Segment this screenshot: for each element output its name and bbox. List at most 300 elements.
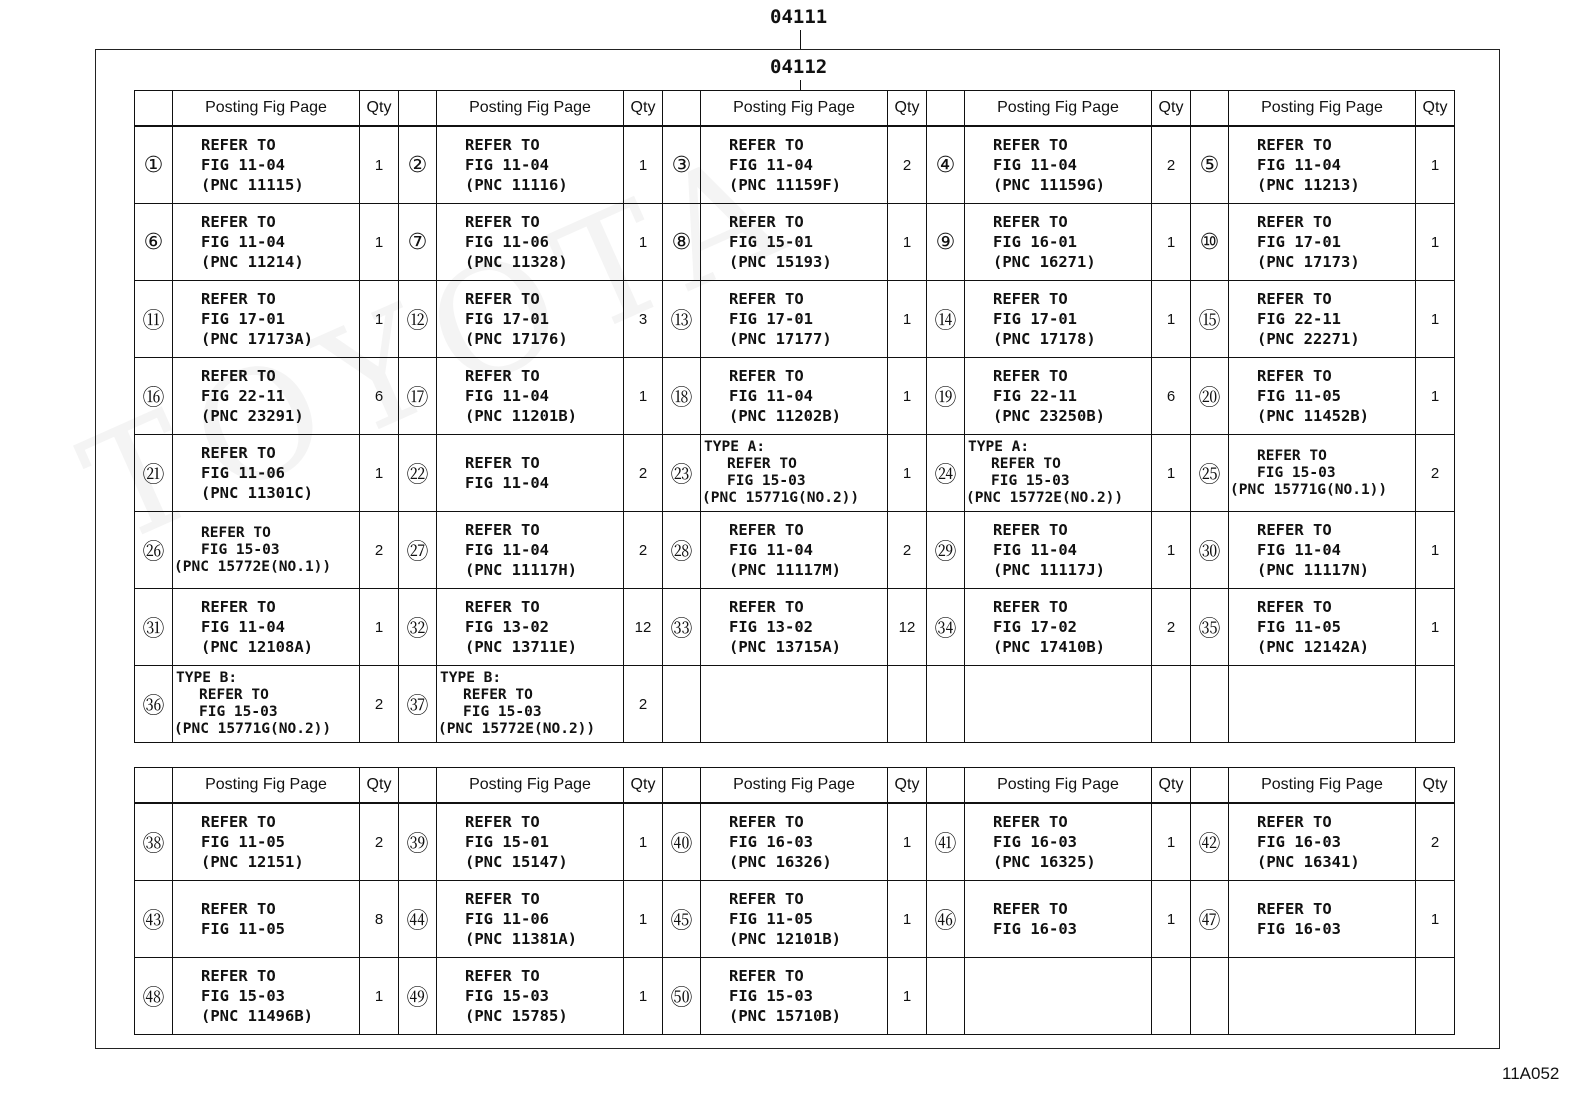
fig-reference-line: REFER TO — [465, 290, 540, 308]
fig-reference-line: REFER TO — [729, 967, 804, 985]
callout-number[interactable]: ⑦ — [399, 204, 437, 281]
fig-reference-line: FIG 11-05 — [729, 910, 813, 928]
fig-reference-line: FIG 16-03 — [1257, 920, 1341, 938]
callout-number[interactable]: ㊲ — [399, 666, 437, 743]
fig-reference-cell[interactable] — [701, 126, 888, 204]
fig-reference-cell[interactable] — [173, 281, 360, 358]
qty-cell: 1 — [360, 958, 399, 1035]
callout-number[interactable]: ㊴ — [399, 803, 437, 881]
fig-reference-cell[interactable] — [173, 204, 360, 281]
header-num-cell — [399, 91, 437, 127]
callout-number[interactable]: ㉓ — [663, 435, 701, 512]
header-fig-page: Posting Fig Page — [437, 768, 624, 804]
fig-reference-line: FIG 15-03 — [463, 704, 542, 720]
fig-reference-cell[interactable] — [701, 589, 888, 666]
leader-line-top — [800, 30, 801, 49]
fig-reference-cell[interactable] — [965, 666, 1152, 743]
callout-number[interactable]: ㉒ — [399, 435, 437, 512]
fig-reference-cell[interactable] — [965, 512, 1152, 589]
fig-reference-line: REFER TO — [993, 290, 1068, 308]
header-fig-page: Posting Fig Page — [173, 91, 360, 127]
callout-number[interactable]: ㉜ — [399, 589, 437, 666]
fig-reference-line: FIG 17-01 — [1257, 233, 1341, 251]
fig-reference-line: FIG 11-06 — [465, 910, 549, 928]
fig-reference-line: REFER TO — [201, 213, 276, 231]
fig-reference-cell[interactable] — [965, 281, 1152, 358]
fig-reference-line: REFER TO — [729, 136, 804, 154]
qty-cell: 1 — [888, 358, 927, 435]
fig-reference-line: REFER TO — [465, 598, 540, 616]
fig-reference-line: REFER TO — [1257, 447, 1327, 464]
fig-reference-cell[interactable] — [701, 666, 888, 743]
qty-cell: 2 — [888, 512, 927, 589]
callout-number[interactable]: ㊾ — [399, 958, 437, 1035]
fig-reference-cell[interactable] — [701, 435, 888, 512]
part-number-04111[interactable]: 04111 — [770, 6, 828, 28]
fig-reference-line: REFER TO — [465, 521, 540, 539]
fig-reference-line: (PNC 16326) — [729, 853, 832, 871]
fig-reference-line: FIG 11-04 — [1257, 156, 1341, 174]
fig-reference-line: (PNC 12101B) — [729, 930, 841, 948]
fig-reference-line: FIG 22-11 — [1257, 310, 1341, 328]
callout-number[interactable]: ⑰ — [399, 358, 437, 435]
fig-reference-line: FIG 13-02 — [465, 618, 549, 636]
qty-cell: 1 — [624, 958, 663, 1035]
header-num-cell — [135, 768, 173, 804]
fig-reference-line: REFER TO — [991, 456, 1061, 472]
qty-cell: 1 — [360, 126, 399, 204]
fig-reference-cell[interactable] — [437, 435, 624, 512]
qty-cell: 2 — [624, 512, 663, 589]
fig-reference-line: REFER TO — [1257, 813, 1332, 831]
callout-number[interactable]: ㊼ — [1191, 881, 1229, 958]
fig-reference-line: REFER TO — [993, 136, 1068, 154]
fig-reference-line: FIG 11-04 — [1257, 541, 1341, 559]
fig-reference-line: FIG 17-01 — [729, 310, 813, 328]
fig-reference-line: FIG 15-03 — [729, 987, 813, 1005]
callout-number[interactable]: ⑥ — [135, 204, 173, 281]
fig-reference-line: FIG 16-03 — [993, 833, 1077, 851]
callout-number[interactable]: ㊶ — [927, 803, 965, 881]
qty-cell — [1416, 666, 1455, 743]
fig-reference-cell[interactable] — [437, 512, 624, 589]
table-row — [135, 204, 1455, 281]
fig-reference-line: REFER TO — [201, 967, 276, 985]
callout-number[interactable]: ⑧ — [663, 204, 701, 281]
table-row — [135, 358, 1455, 435]
fig-reference-line: TYPE A: — [704, 439, 766, 455]
fig-reference-line: REFER TO — [729, 290, 804, 308]
fig-reference-line: (PNC 11159F) — [729, 176, 841, 194]
fig-reference-line: (PNC 17177) — [729, 330, 832, 348]
fig-reference-line: FIG 15-03 — [201, 541, 280, 558]
fig-reference-line: (PNC 15710B) — [729, 1007, 841, 1025]
qty-cell: 1 — [1152, 803, 1191, 881]
fig-reference-cell[interactable] — [1229, 881, 1416, 958]
qty-cell: 1 — [1416, 881, 1455, 958]
fig-reference-cell[interactable] — [701, 958, 888, 1035]
qty-cell: 2 — [1416, 435, 1455, 512]
fig-reference-line: REFER TO — [201, 136, 276, 154]
fig-reference-line: FIG 16-03 — [993, 920, 1077, 938]
fig-reference-line: FIG 11-05 — [201, 920, 285, 938]
fig-reference-cell[interactable] — [701, 803, 888, 881]
qty-cell: 1 — [1416, 281, 1455, 358]
fig-reference-cell[interactable] — [173, 358, 360, 435]
qty-cell: 6 — [1152, 358, 1191, 435]
qty-cell: 1 — [1152, 281, 1191, 358]
qty-cell: 2 — [624, 666, 663, 743]
callout-number[interactable]: ㊿ — [663, 958, 701, 1035]
fig-reference-line: (PNC 17176) — [465, 330, 568, 348]
qty-cell — [1152, 666, 1191, 743]
callout-number[interactable] — [663, 666, 701, 743]
fig-reference-line: FIG 11-04 — [729, 156, 813, 174]
fig-reference-cell[interactable] — [1229, 126, 1416, 204]
qty-cell: 3 — [624, 281, 663, 358]
qty-cell: 2 — [360, 803, 399, 881]
callout-number[interactable]: ⑲ — [927, 358, 965, 435]
callout-number[interactable]: ③ — [663, 126, 701, 204]
fig-reference-cell[interactable] — [173, 803, 360, 881]
fig-reference-cell[interactable] — [437, 281, 624, 358]
fig-reference-line: (PNC 23250B) — [993, 407, 1105, 425]
qty-cell: 2 — [1152, 589, 1191, 666]
fig-reference-line: (PNC 11117J) — [993, 561, 1105, 579]
callout-number[interactable]: ㊸ — [135, 881, 173, 958]
fig-reference-line: (PNC 15147) — [465, 853, 568, 871]
fig-reference-line: REFER TO — [201, 900, 276, 918]
qty-cell — [888, 666, 927, 743]
fig-reference-cell[interactable] — [701, 358, 888, 435]
qty-cell: 1 — [888, 803, 927, 881]
fig-reference-line: TYPE B: — [440, 670, 502, 686]
fig-reference-line: (PNC 11117M) — [729, 561, 841, 579]
header-qty: Qty — [360, 768, 399, 804]
callout-number[interactable]: ㊹ — [399, 881, 437, 958]
header-qty: Qty — [624, 91, 663, 127]
fig-reference-line: FIG 13-02 — [729, 618, 813, 636]
fig-reference-cell[interactable] — [173, 512, 360, 589]
callout-number[interactable]: ㊳ — [135, 803, 173, 881]
fig-reference-line: REFER TO — [729, 521, 804, 539]
callout-number[interactable]: ㉘ — [663, 512, 701, 589]
fig-reference-line: REFER TO — [1257, 367, 1332, 385]
callout-number[interactable]: ㊽ — [135, 958, 173, 1035]
qty-cell: 1 — [624, 126, 663, 204]
fig-reference-cell[interactable] — [701, 204, 888, 281]
callout-number[interactable]: ① — [135, 126, 173, 204]
fig-reference-cell[interactable] — [1229, 435, 1416, 512]
fig-reference-line: FIG 11-04 — [201, 618, 285, 636]
fig-reference-line: FIG 22-11 — [993, 387, 1077, 405]
fig-reference-line: TYPE B: — [176, 670, 238, 686]
fig-reference-cell[interactable] — [1229, 589, 1416, 666]
fig-reference-line: (PNC 11116) — [465, 176, 568, 194]
table-row — [135, 803, 1455, 881]
header-row — [135, 91, 1455, 127]
fig-reference-line: FIG 17-01 — [993, 310, 1077, 328]
callout-number[interactable]: ⑩ — [1191, 204, 1229, 281]
fig-reference-line: (PNC 11117N) — [1257, 561, 1369, 579]
fig-reference-cell[interactable] — [437, 666, 624, 743]
fig-reference-cell[interactable] — [173, 881, 360, 958]
fig-reference-line: FIG 15-03 — [727, 473, 806, 489]
fig-reference-cell[interactable] — [965, 204, 1152, 281]
qty-cell — [1416, 958, 1455, 1035]
callout-number[interactable]: ⑱ — [663, 358, 701, 435]
fig-reference-line: (PNC 15785) — [465, 1007, 568, 1025]
fig-reference-line: FIG 15-03 — [201, 987, 285, 1005]
qty-cell: 1 — [1152, 435, 1191, 512]
callout-number[interactable] — [1191, 666, 1229, 743]
fig-reference-cell[interactable] — [173, 435, 360, 512]
fig-reference-line: FIG 17-01 — [465, 310, 549, 328]
header-qty: Qty — [1152, 768, 1191, 804]
fig-reference-cell[interactable] — [965, 126, 1152, 204]
table-row — [135, 281, 1455, 358]
fig-reference-line: REFER TO — [993, 213, 1068, 231]
fig-reference-cell[interactable] — [1229, 512, 1416, 589]
callout-number[interactable] — [1191, 958, 1229, 1035]
fig-reference-cell[interactable] — [437, 958, 624, 1035]
callout-number[interactable] — [927, 958, 965, 1035]
callout-number[interactable]: ⑤ — [1191, 126, 1229, 204]
header-fig-page: Posting Fig Page — [701, 768, 888, 804]
qty-cell: 1 — [888, 435, 927, 512]
qty-cell: 12 — [888, 589, 927, 666]
fig-reference-line: FIG 11-04 — [465, 474, 549, 492]
qty-cell: 1 — [360, 435, 399, 512]
fig-reference-cell[interactable] — [1229, 666, 1416, 743]
callout-number[interactable]: ⑮ — [1191, 281, 1229, 358]
qty-cell: 1 — [888, 881, 927, 958]
callout-number[interactable]: ㉗ — [399, 512, 437, 589]
fig-reference-line: REFER TO — [727, 456, 797, 472]
fig-reference-line: REFER TO — [1257, 136, 1332, 154]
qty-cell: 1 — [1416, 512, 1455, 589]
fig-reference-line: FIG 15-03 — [991, 473, 1070, 489]
fig-reference-line: REFER TO — [465, 136, 540, 154]
qty-cell: 2 — [888, 126, 927, 204]
table-row — [135, 666, 1455, 743]
callout-number[interactable]: ㉑ — [135, 435, 173, 512]
fig-reference-line: (PNC 11117H) — [465, 561, 577, 579]
fig-reference-line: TYPE A: — [968, 439, 1030, 455]
header-fig-page: Posting Fig Page — [437, 91, 624, 127]
header-num-cell — [927, 768, 965, 804]
fig-reference-cell[interactable] — [437, 803, 624, 881]
callout-number[interactable]: ④ — [927, 126, 965, 204]
header-qty: Qty — [888, 768, 927, 804]
fig-reference-line: REFER TO — [201, 813, 276, 831]
fig-reference-cell[interactable] — [437, 126, 624, 204]
fig-reference-cell[interactable] — [701, 281, 888, 358]
fig-reference-line: FIG 16-01 — [993, 233, 1077, 251]
fig-reference-cell[interactable] — [1229, 358, 1416, 435]
fig-reference-line: (PNC 16325) — [993, 853, 1096, 871]
fig-reference-line: (PNC 12108A) — [201, 638, 313, 656]
fig-reference-cell[interactable] — [965, 803, 1152, 881]
qty-cell: 2 — [624, 435, 663, 512]
fig-reference-line: REFER TO — [201, 444, 276, 462]
fig-reference-line: (PNC 15771G(NO.1)) — [1230, 481, 1388, 498]
fig-reference-cell[interactable] — [437, 358, 624, 435]
fig-reference-line: FIG 11-05 — [201, 833, 285, 851]
fig-reference-line: FIG 11-04 — [729, 541, 813, 559]
callout-number[interactable]: ㊺ — [663, 881, 701, 958]
fig-reference-line: FIG 11-04 — [993, 541, 1077, 559]
fig-reference-line: REFER TO — [1257, 521, 1332, 539]
header-qty: Qty — [1416, 768, 1455, 804]
callout-number[interactable]: ㉝ — [663, 589, 701, 666]
callout-number[interactable]: ㊵ — [663, 803, 701, 881]
fig-reference-line: FIG 15-01 — [729, 233, 813, 251]
header-fig-page: Posting Fig Page — [965, 91, 1152, 127]
callout-number[interactable] — [927, 666, 965, 743]
fig-reference-line: FIG 11-05 — [1257, 618, 1341, 636]
part-number-04112[interactable]: 04112 — [770, 56, 828, 78]
qty-cell: 2 — [360, 666, 399, 743]
header-num-cell — [663, 91, 701, 127]
fig-reference-cell[interactable] — [437, 881, 624, 958]
fig-reference-line: (PNC 11201B) — [465, 407, 577, 425]
qty-cell: 6 — [360, 358, 399, 435]
header-row — [135, 768, 1455, 804]
fig-reference-line: FIG 11-04 — [729, 387, 813, 405]
fig-reference-line: REFER TO — [993, 521, 1068, 539]
header-num-cell — [1191, 768, 1229, 804]
callout-number[interactable]: ⑯ — [135, 358, 173, 435]
qty-cell: 1 — [1152, 204, 1191, 281]
fig-reference-line: REFER TO — [729, 367, 804, 385]
fig-reference-line: (PNC 15193) — [729, 253, 832, 271]
header-qty: Qty — [1152, 91, 1191, 127]
header-fig-page: Posting Fig Page — [965, 768, 1152, 804]
callout-number[interactable]: ㉚ — [1191, 512, 1229, 589]
callout-number[interactable]: ㉕ — [1191, 435, 1229, 512]
fig-reference-line: REFER TO — [993, 367, 1068, 385]
parts-table-main — [134, 90, 1455, 743]
qty-cell: 1 — [624, 204, 663, 281]
fig-reference-line: (PNC 17173) — [1257, 253, 1360, 271]
callout-number[interactable]: ㉙ — [927, 512, 965, 589]
callout-number[interactable]: ⑭ — [927, 281, 965, 358]
callout-number[interactable]: ㉞ — [927, 589, 965, 666]
table-row — [135, 881, 1455, 958]
fig-reference-line: (PNC 15771G(NO.2)) — [174, 721, 332, 737]
fig-reference-cell[interactable] — [173, 666, 360, 743]
header-num-cell — [135, 91, 173, 127]
fig-reference-line: FIG 15-03 — [1257, 464, 1336, 481]
callout-number[interactable]: ㉖ — [135, 512, 173, 589]
fig-reference-cell[interactable] — [437, 589, 624, 666]
header-fig-page: Posting Fig Page — [701, 91, 888, 127]
fig-reference-line: (PNC 23291) — [201, 407, 304, 425]
fig-reference-line: REFER TO — [1257, 290, 1332, 308]
fig-reference-line: FIG 16-03 — [1257, 833, 1341, 851]
callout-number[interactable]: ㉔ — [927, 435, 965, 512]
qty-cell: 1 — [360, 204, 399, 281]
callout-number[interactable]: ⑪ — [135, 281, 173, 358]
qty-cell: 1 — [624, 803, 663, 881]
fig-reference-line: (PNC 13715A) — [729, 638, 841, 656]
header-num-cell — [399, 768, 437, 804]
fig-reference-line: (PNC 11159G) — [993, 176, 1105, 194]
callout-number[interactable]: ㊷ — [1191, 803, 1229, 881]
callout-number[interactable]: ㉛ — [135, 589, 173, 666]
fig-reference-line: REFER TO — [729, 890, 804, 908]
fig-reference-line: FIG 11-04 — [465, 156, 549, 174]
fig-reference-cell[interactable] — [437, 204, 624, 281]
callout-number[interactable]: ㊱ — [135, 666, 173, 743]
qty-cell: 1 — [360, 589, 399, 666]
fig-reference-cell[interactable] — [1229, 281, 1416, 358]
fig-reference-line: REFER TO — [465, 813, 540, 831]
fig-reference-line: FIG 16-03 — [729, 833, 813, 851]
fig-reference-line: (PNC 11301C) — [201, 484, 313, 502]
fig-reference-line: FIG 15-03 — [199, 704, 278, 720]
fig-reference-line: (PNC 12151) — [201, 853, 304, 871]
header-qty: Qty — [624, 768, 663, 804]
fig-reference-line: REFER TO — [1257, 213, 1332, 231]
qty-cell: 1 — [1152, 512, 1191, 589]
fig-reference-line: (PNC 11214) — [201, 253, 304, 271]
fig-reference-line: REFER TO — [201, 524, 271, 541]
fig-reference-cell[interactable] — [1229, 204, 1416, 281]
fig-reference-cell[interactable] — [701, 881, 888, 958]
fig-reference-line: FIG 11-04 — [993, 156, 1077, 174]
fig-reference-cell[interactable] — [1229, 958, 1416, 1035]
fig-reference-cell[interactable] — [173, 589, 360, 666]
fig-reference-cell[interactable] — [965, 358, 1152, 435]
fig-reference-cell[interactable] — [701, 512, 888, 589]
callout-number[interactable]: ⑨ — [927, 204, 965, 281]
fig-reference-cell[interactable] — [965, 589, 1152, 666]
fig-reference-line: REFER TO — [199, 687, 269, 703]
fig-reference-cell[interactable] — [965, 435, 1152, 512]
fig-reference-line: (PNC 17173A) — [201, 330, 313, 348]
fig-reference-line: REFER TO — [993, 900, 1068, 918]
fig-reference-cell[interactable] — [1229, 803, 1416, 881]
fig-reference-line: FIG 17-01 — [201, 310, 285, 328]
header-qty: Qty — [1416, 91, 1455, 127]
qty-cell: 1 — [888, 958, 927, 1035]
callout-number[interactable]: ㊻ — [927, 881, 965, 958]
callout-number[interactable]: ㉟ — [1191, 589, 1229, 666]
fig-reference-line: REFER TO — [465, 454, 540, 472]
fig-reference-line: (PNC 16341) — [1257, 853, 1360, 871]
fig-reference-line: FIG 15-03 — [465, 987, 549, 1005]
fig-reference-cell[interactable] — [173, 126, 360, 204]
callout-number[interactable]: ② — [399, 126, 437, 204]
qty-cell: 1 — [888, 281, 927, 358]
fig-reference-cell[interactable] — [965, 881, 1152, 958]
fig-reference-line: (PNC 15771G(NO.2)) — [702, 490, 860, 506]
fig-reference-line: REFER TO — [201, 598, 276, 616]
fig-reference-cell[interactable] — [965, 958, 1152, 1035]
callout-number[interactable]: ⑳ — [1191, 358, 1229, 435]
fig-reference-cell[interactable] — [173, 958, 360, 1035]
fig-reference-line: FIG 11-04 — [465, 541, 549, 559]
fig-reference-line: FIG 15-01 — [465, 833, 549, 851]
header-fig-page: Posting Fig Page — [173, 768, 360, 804]
callout-number[interactable]: ⑫ — [399, 281, 437, 358]
qty-cell — [1152, 958, 1191, 1035]
callout-number[interactable]: ⑬ — [663, 281, 701, 358]
qty-cell: 1 — [624, 881, 663, 958]
fig-reference-line: REFER TO — [1257, 900, 1332, 918]
